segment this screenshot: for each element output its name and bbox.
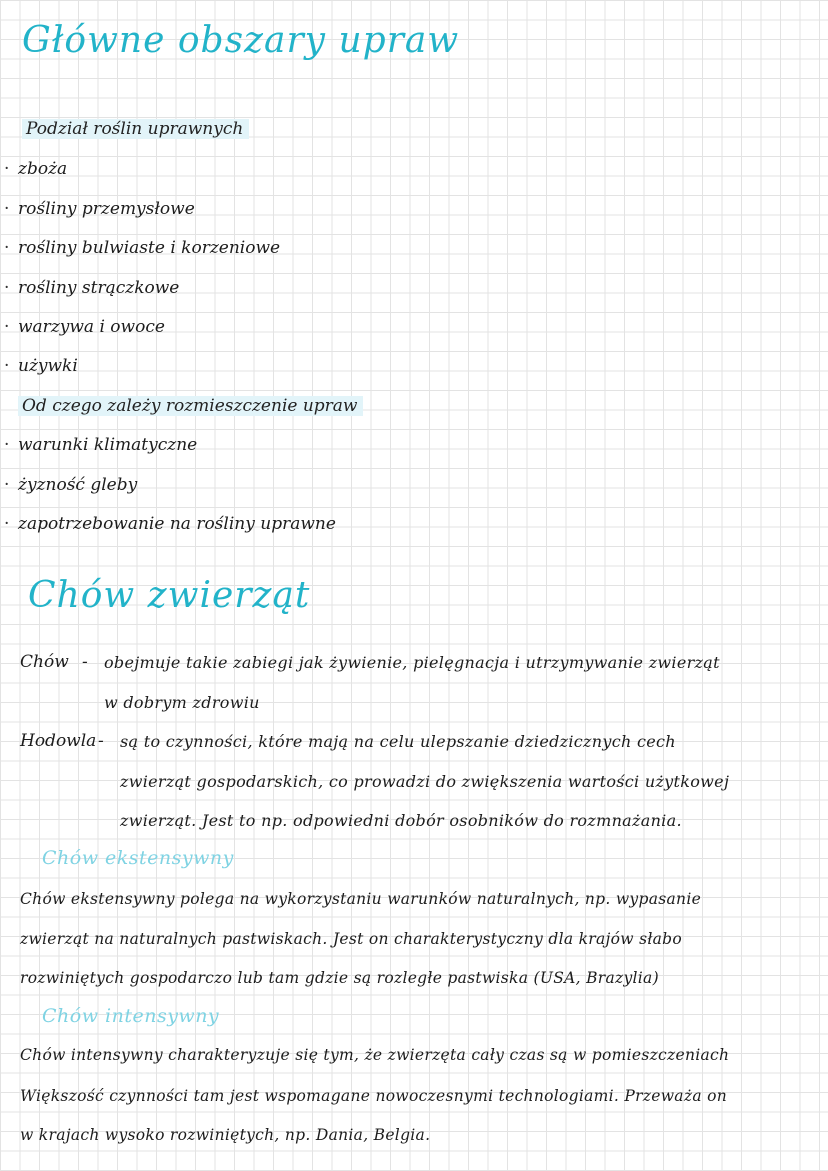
extensive-text-line: rozwiniętych gospodarczo lub tam gdzie są rozległe pastwiska (USA, Brazylia) [20,969,659,987]
hodowla-definition-line: zwierząt. Jest to np. odpowiedni dobór osobników do rozmnażania. [120,811,682,830]
hodowla-dash: - [98,731,104,751]
bullet-icon: · [4,435,10,455]
page-title: Główne obszary upraw [22,20,460,61]
hodowla-term: Hodowla [20,731,97,751]
extensive-text-line: zwierząt na naturalnych pastwiskach. Jest on charakterystyczny dla krajów słabo [20,930,683,948]
bullet-icon: · [4,356,10,376]
factor-list-item: · warunki klimatyczne [4,435,198,455]
crop-list-item: · rośliny bulwiaste i korzeniowe [4,238,281,258]
hodowla-definition-line: są to czynności, które mają na celu ulepszanie dziedzicznych cech [120,732,676,751]
bullet-icon: · [4,199,10,219]
intensive-text-line: Większość czynności tam jest wspomagane nowoczesnymi technologiami. Przeważa on [20,1087,728,1105]
bullet-icon: · [4,159,10,179]
bullet-icon: · [4,238,10,258]
chow-dash: - [82,652,88,672]
intensive-heading: Chów intensywny [42,1005,220,1027]
hodowla-definition-line: zwierząt gospodarskich, co prowadzi do zwiększenia wartości użytkowej [120,772,730,791]
section-title: Chów zwierząt [28,575,311,616]
crop-list-item: · warzywa i owoce [4,317,165,337]
crop-list-item: · rośliny przemysłowe [4,199,195,219]
intensive-text-line: w krajach wysoko rozwiniętych, np. Dania, Belgia. [20,1126,431,1144]
placement-factors-heading: Od czego zależy rozmieszczenie upraw [18,396,363,416]
crop-list-item: · używki [4,356,78,376]
chow-term: Chów [20,652,69,672]
crop-list-item: · rośliny strączkowe [4,278,180,298]
bullet-icon: · [4,475,10,495]
bullet-icon: · [4,514,10,534]
bullet-icon: · [4,317,10,337]
crops-classification-heading: Podział roślin uprawnych [22,119,249,139]
crop-list-item: · zboża [4,159,68,179]
factor-list-item: · zapotrzebowanie na rośliny uprawne [4,514,336,534]
chow-definition-line: obejmuje takie zabiegi jak żywienie, pielęgnacja i utrzymywanie zwierząt [104,653,720,672]
chow-definition-line: w dobrym zdrowiu [104,693,260,712]
factor-list-item: · żyzność gleby [4,475,138,495]
extensive-heading: Chów ekstensywny [42,847,234,869]
intensive-text-line: Chów intensywny charakteryzuje się tym, że zwierzęta cały czas są w pomieszczeniach [20,1046,730,1064]
bullet-icon: · [4,278,10,298]
extensive-text-line: Chów ekstensywny polega na wykorzystaniu warunków naturalnych, np. wypasanie [20,890,702,908]
